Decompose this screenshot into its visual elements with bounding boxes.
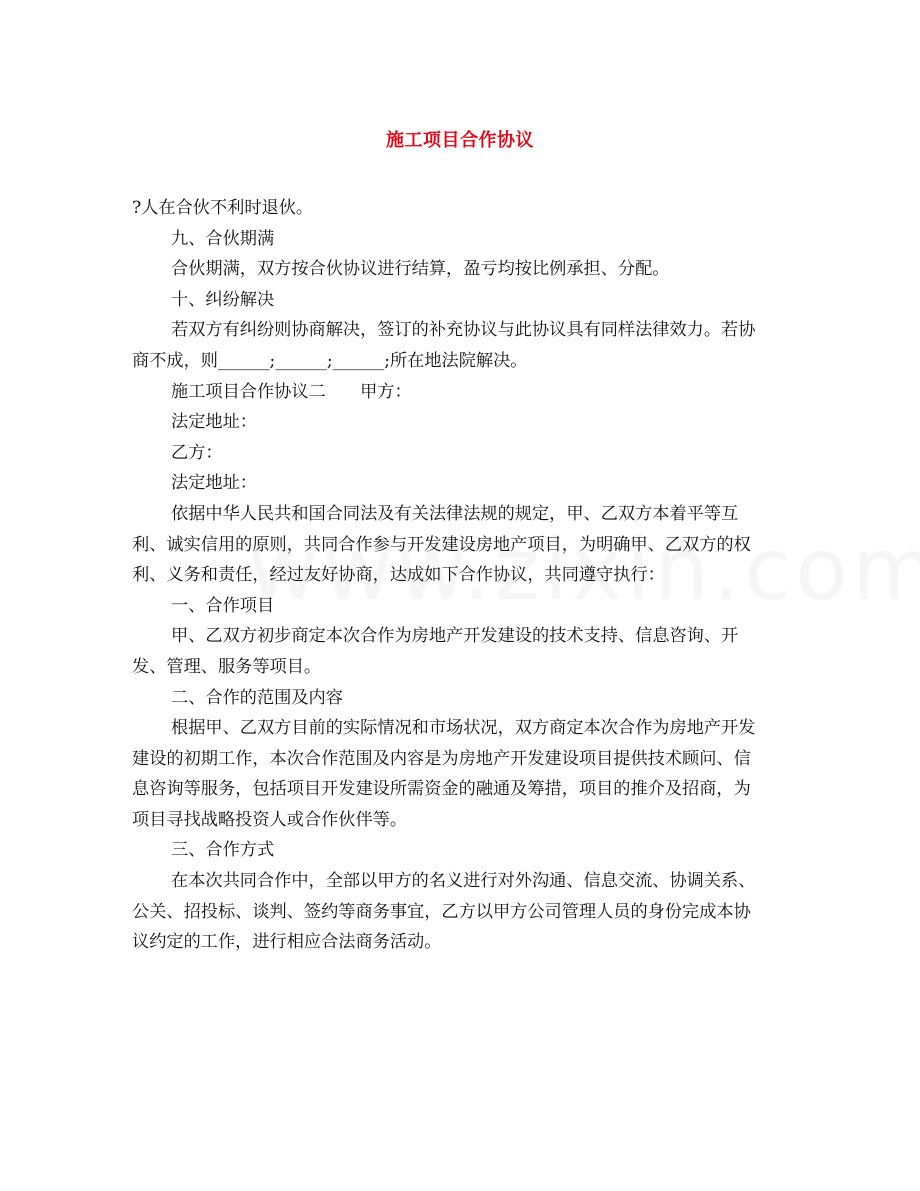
paragraph-line: 利、义务和责任，经过友好协商，达成如下合作协议，共同遵守执行：	[132, 565, 665, 586]
paragraph-line: 息咨询等服务，包括项目开发建设所需资金的融通及筹措，项目的推介及招商，为	[132, 779, 751, 800]
paragraph-line: 施工项目合作协议二 甲方：	[171, 381, 412, 402]
paragraph-line: 乙方：	[171, 442, 223, 463]
paragraph-line: 商不成，则______;______;______;所在地法院解决。	[132, 350, 528, 371]
paragraph-line: 建设的初期工作，本次合作范围及内容是为房地产开发建设项目提供技术顾问、信	[132, 748, 751, 769]
paragraph-line: 项目寻找战略投资人或合作伙伴等。	[132, 809, 408, 830]
paragraph-line: 议约定的工作，进行相应合法商务活动。	[132, 932, 442, 953]
paragraph-line: 利、诚实信用的原则，共同合作参与开发建设房地产项目，为明确甲、乙双方的权	[132, 534, 751, 555]
paragraph-line: 发、管理、服务等项目。	[132, 656, 322, 677]
paragraph-line: 公关、招投标、谈判、签约等商务事宜，乙方以甲方公司管理人员的身份完成本协	[132, 901, 751, 922]
paragraph-line: 在本次共同合作中，全部以甲方的名义进行对外沟通、信息交流、协调关系、	[171, 871, 756, 892]
paragraph-line: 法定地址：	[171, 412, 257, 433]
paragraph-line: 三、合作方式	[171, 840, 275, 861]
paragraph-line: 法定地址：	[171, 473, 257, 494]
paragraph-line: 甲、乙双方初步商定本次合作为房地产开发建设的技术支持、信息咨询、开	[171, 626, 739, 647]
paragraph-line: 二、合作的范围及内容	[171, 687, 343, 708]
paragraph-line: 一、合作项目	[171, 595, 275, 616]
paragraph-line: 根据甲、乙双方目前的实际情况和市场状况，双方商定本次合作为房地产开发	[171, 718, 756, 739]
paragraph-line: 依据中华人民共和国合同法及有关法律法规的规定，甲、乙双方本着平等互	[171, 503, 739, 524]
paragraph-line: 十、纠纷解决	[171, 289, 275, 310]
document-title: 施工项目合作协议	[386, 130, 534, 151]
document-body	[132, 193, 792, 958]
paragraph-line: 九、合伙期满	[171, 228, 275, 249]
paragraph-line: 合伙期满，双方按合伙协议进行结算，盈亏均按比例承担、分配。	[171, 259, 670, 280]
paragraph-line: 若双方有纠纷则协商解决，签订的补充协议与此协议具有同样法律效力。若协	[171, 320, 756, 341]
paragraph-line: ?人在合伙不利时退伙。	[132, 198, 314, 218]
